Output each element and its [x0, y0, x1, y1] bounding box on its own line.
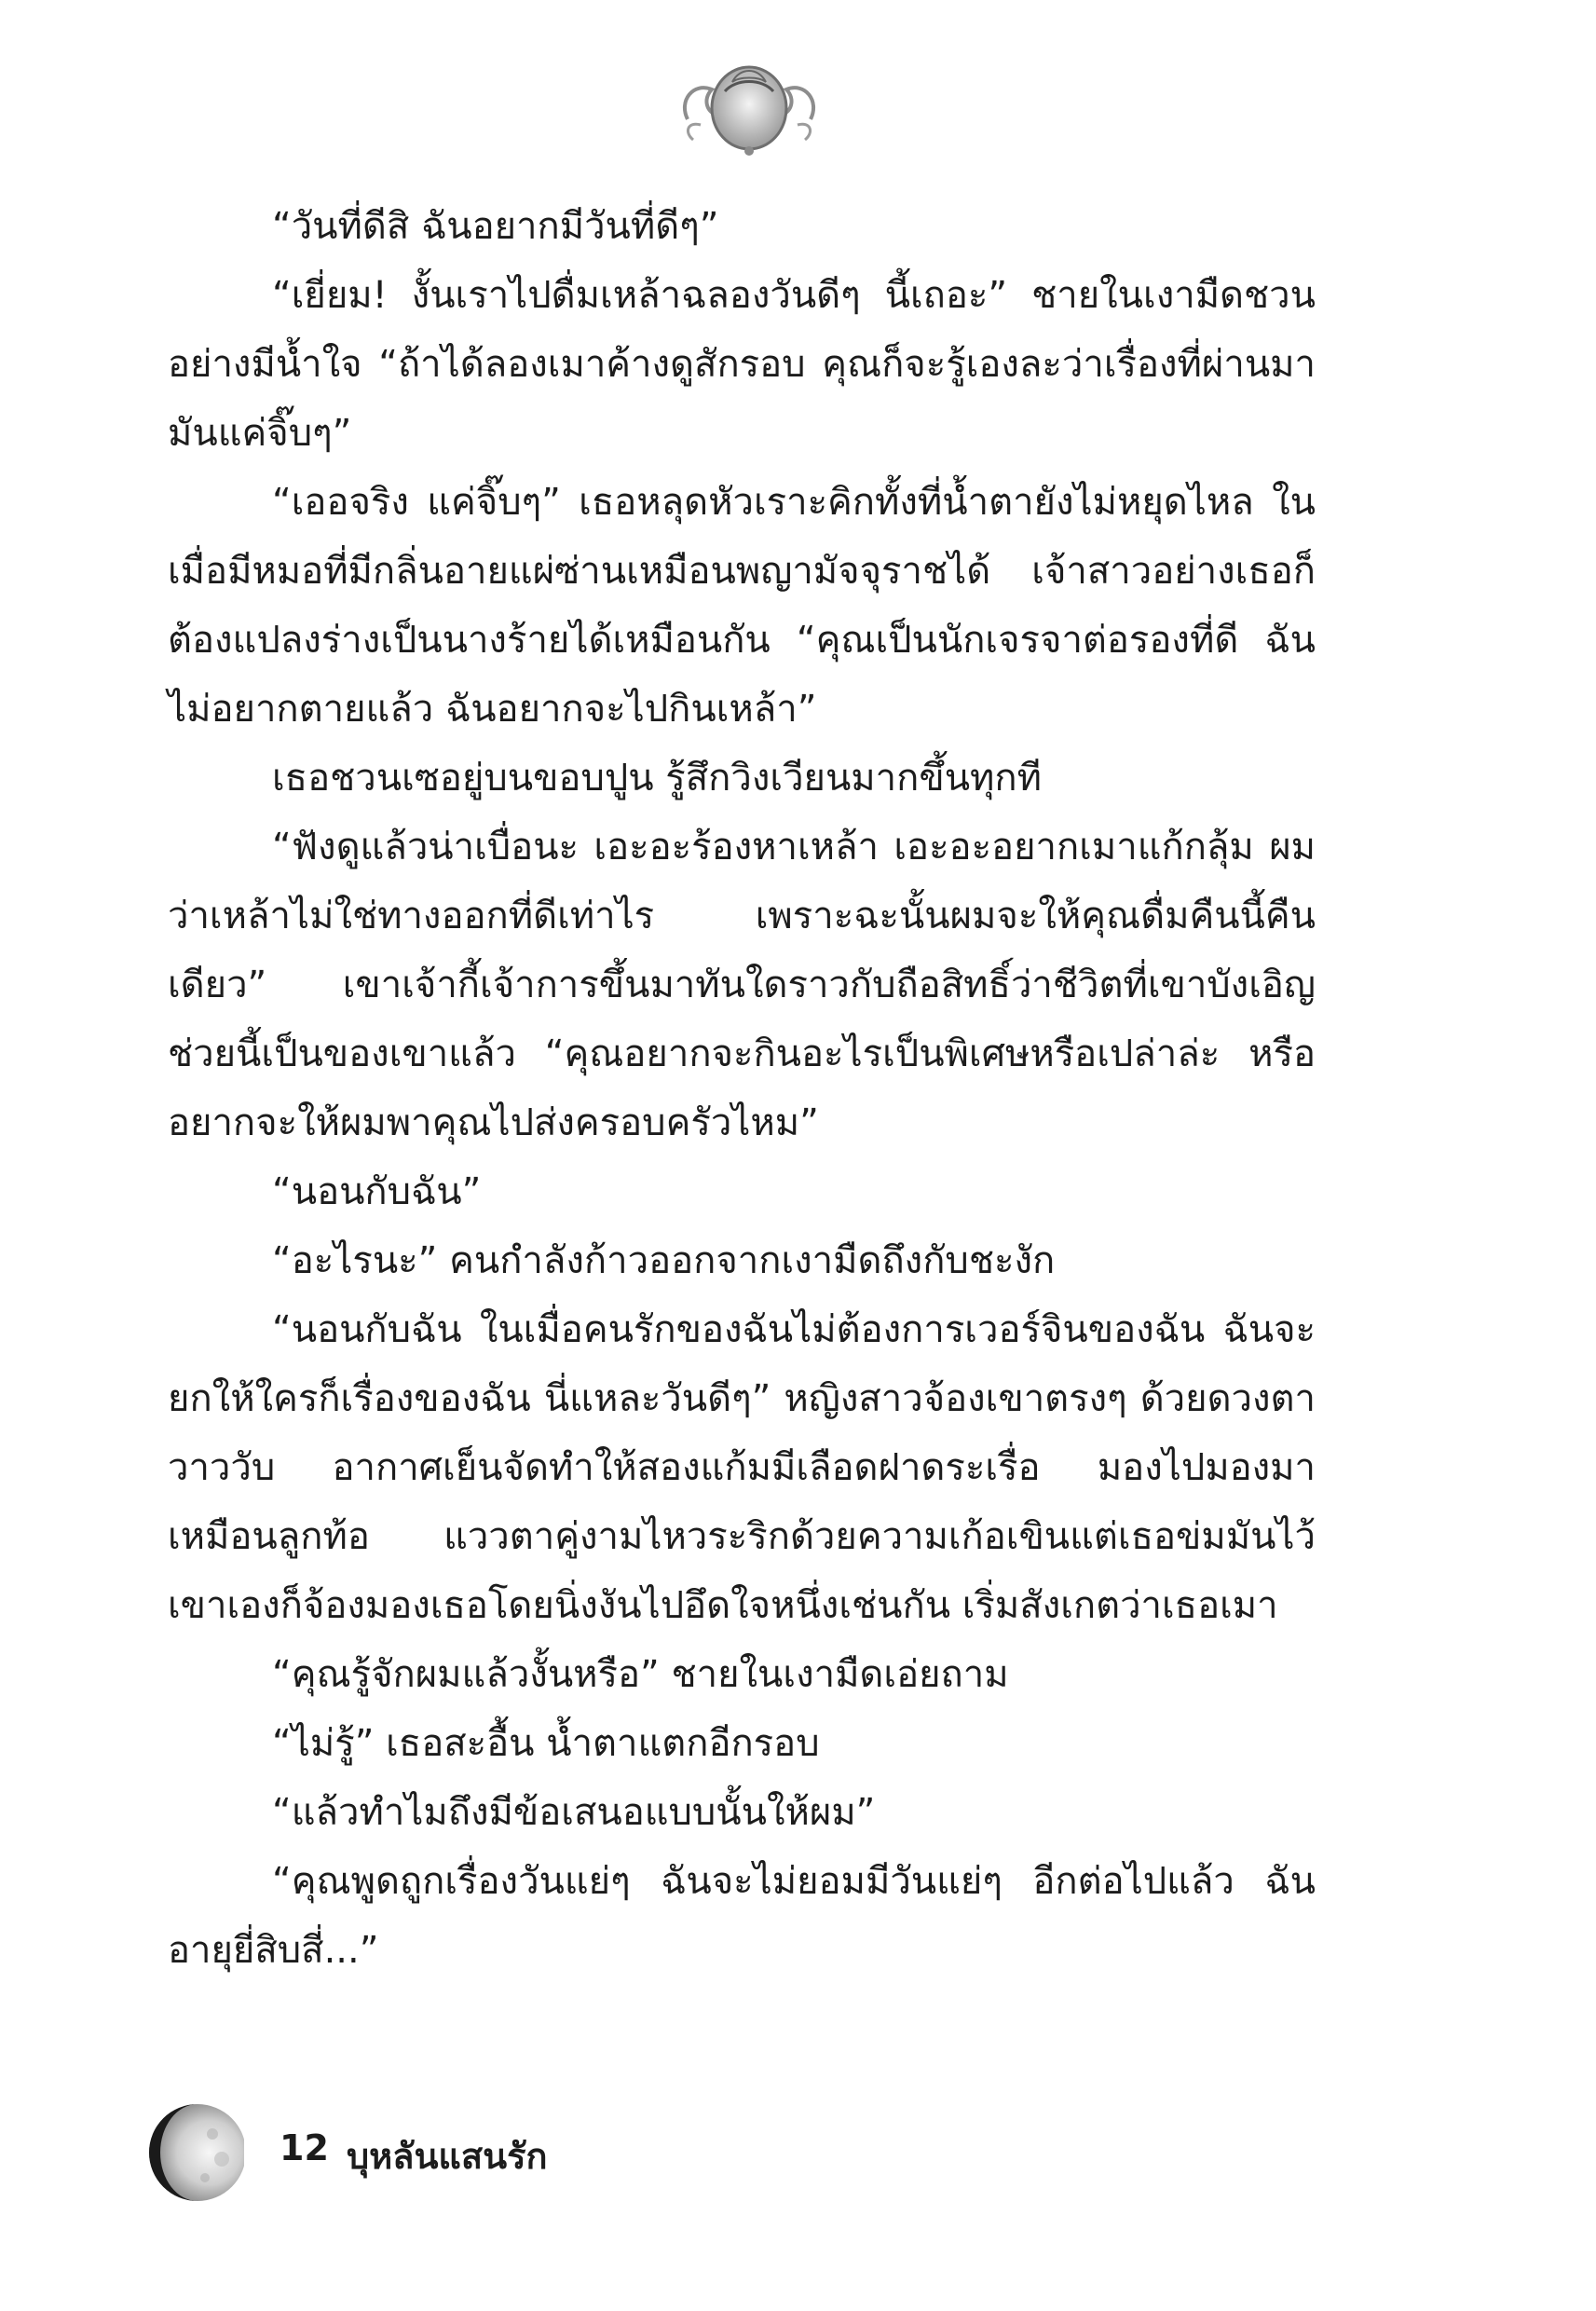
paragraph: “ไม่รู้” เธอสะอื้น น้ำตาแตกอีกรอบ — [272, 1722, 820, 1765]
paragraph: “นอนกับฉัน ในเมื่อคนรักของฉันไม่ต้องการเวอร์จินของฉัน ฉันจะยกให้ใครก็เรื่องของฉัน นี่แหละวันดีๆ” หญิงสาวจ้องเขาตรงๆ ด้วยดวงตาวาววับ อากาศเย็นจัดทำให้สองแก้มมีเลือดฝาดระเรื่อ มองไปมองมาเหมือนลูกท้อ แววตาคู่งามไหวระริกด้วยความเก้อเขินแต่เธอข่มมันไว้ เขาเองก็จ้องมองเธอโดยนิ่งงันไปอึดใจหนึ่งเช่นกัน เริ่มสังเกตว่าเธอเมา — [168, 1308, 1316, 1627]
book-title: บุหลันแสนรัก — [347, 2136, 548, 2177]
paragraph: เธอชวนเซอยู่บนขอบปูน รู้สึกวิงเวียนมากขึ้นทุกที — [272, 757, 1042, 800]
paragraph: “เออจริง แค่จิ๊บๆ” เธอหลุดหัวเราะคิกทั้งที่น้ำตายังไม่หยุดไหล ในเมื่อมีหมอที่มีกลิ่นอายแผ่ซ่านเหมือนพญามัจจุราชได้ เจ้าสาวอย่างเธอก็ต้องแปลงร่างเป็นนางร้ายได้เหมือนกัน “คุณเป็นนักเจรจาต่อรองที่ดี ฉันไม่อยากตายแล้ว ฉันอยากจะไปกินเหล้า” — [168, 481, 1316, 731]
paragraph: “ฟังดูแล้วน่าเบื่อนะ เอะอะร้องหาเหล้า เอะอะอยากเมาแก้กลุ้ม ผมว่าเหล้าไม่ใช่ทางออกที่ดีเท่าไร เพราะฉะนั้นผมจะให้คุณดื่มคืนนี้คืนเดียว” เขาเจ้ากี้เจ้าการขึ้นมาทันใดราวกับถือสิทธิ์ว่าชีวิตที่เขาบังเอิญช่วยนี้เป็นของเขาแล้ว “คุณอยากจะกินอะไรเป็นพิเศษหรือเปล่าล่ะ หรืออยากจะให้ผมพาคุณไปส่งครอบครัวไหม” — [168, 826, 1316, 1144]
crescent-moon-icon — [140, 2092, 244, 2213]
paragraph: “คุณพูดถูกเรื่องวันแย่ๆ ฉันจะไม่ยอมมีวันแย่ๆ อีกต่อไปแล้ว ฉันอายุยี่สิบสี่...” — [168, 1860, 1316, 1972]
paragraph: “อะไรนะ” คนกำลังก้าวออกจากเงามืดถึงกับชะงัก — [272, 1239, 1056, 1282]
page-footer — [140, 2092, 792, 2213]
paragraph: “เยี่ยม! งั้นเราไปดื่มเหล้าฉลองวันดีๆ นี้เถอะ” ชายในเงามืดชวนอย่างมีน้ำใจ “ถ้าได้ลองเมาค้างดูสักรอบ คุณก็จะรู้เองละว่าเรื่องที่ผ่านมามันแค่จิ๊บๆ” — [168, 274, 1316, 455]
paragraph: “นอนกับฉัน” — [272, 1170, 482, 1213]
ornamental-crest-icon — [675, 54, 824, 166]
paragraph: “คุณรู้จักผมแล้วงั้นหรือ” ชายในเงามืดเอ่ยถาม — [272, 1653, 1009, 1696]
paragraph: “แล้วทำไมถึงมีข้อเสนอแบบนั้นให้ผม” — [272, 1791, 876, 1834]
header-ornament — [675, 54, 824, 166]
paragraph: “วันที่ดีสิ ฉันอยากมีวันที่ดีๆ” — [272, 205, 719, 248]
body-text — [168, 192, 1316, 1985]
page-number: 12 — [280, 2127, 329, 2168]
